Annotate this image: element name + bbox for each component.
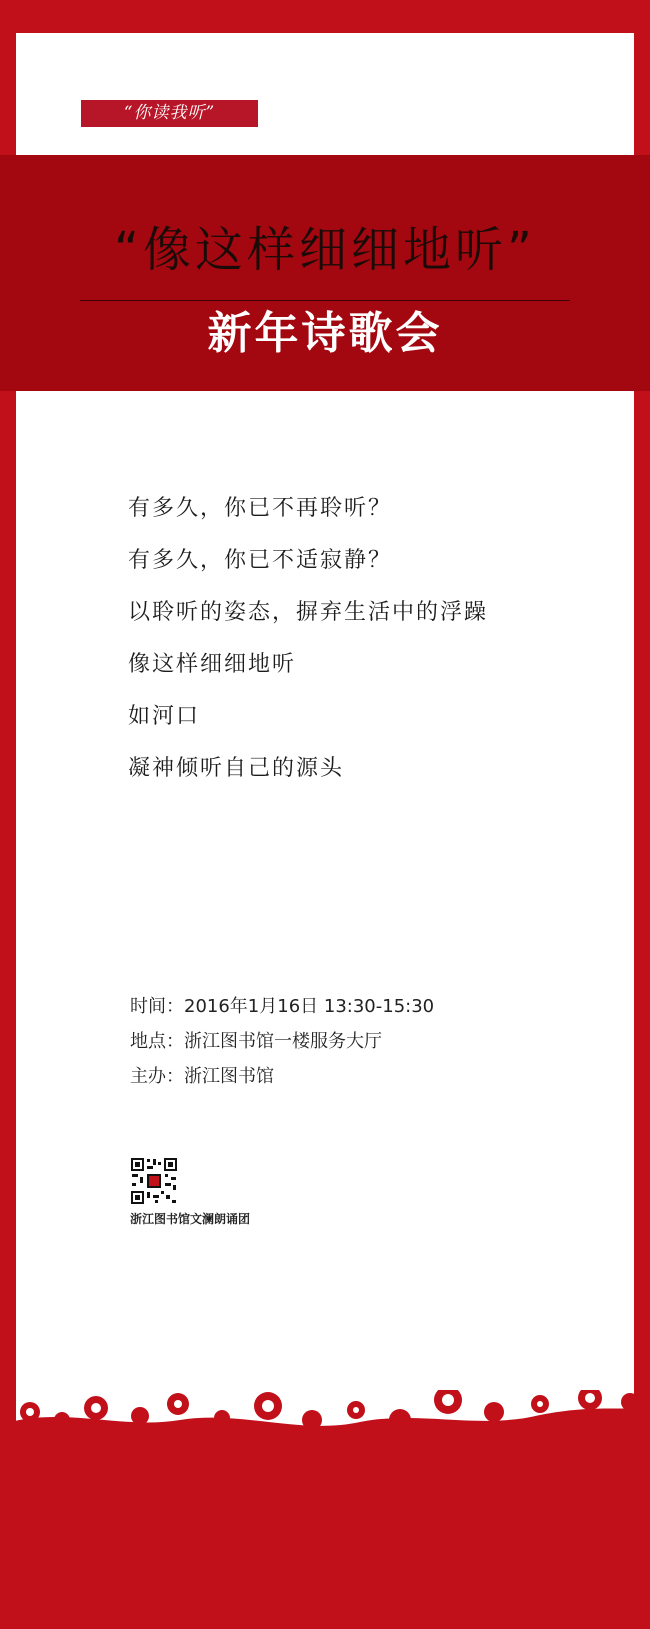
poem-line: 以聆听的姿态，摒弃生活中的浮躁 <box>128 600 489 625</box>
qr-code-icon <box>130 1157 178 1205</box>
poem-line: 如河口 <box>128 704 201 729</box>
organizer-name: 浙江图书馆文澜朗诵团 <box>130 1212 251 1226</box>
event-series-badge: “你读我听” <box>81 100 258 127</box>
event-info <box>130 995 434 1100</box>
paper-cut-decoration <box>0 1390 650 1625</box>
poem-line: 有多久，你已不适寂静？ <box>128 548 393 573</box>
poem-line: 有多久，你已不再聆听？ <box>128 496 393 521</box>
poem-text <box>128 494 488 806</box>
poem-line: 凝神倾听自己的源头 <box>128 756 345 781</box>
event-place: 地点：浙江图书馆一楼服务大厅 <box>130 1031 382 1052</box>
banner-divider <box>80 300 570 301</box>
event-subtitle: 新年诗歌会 <box>207 308 443 359</box>
event-host: 主办：浙江图书馆 <box>130 1066 274 1087</box>
poem-line: 像这样细细地听 <box>128 652 297 677</box>
event-title: “像这样细细地听” <box>114 222 536 278</box>
event-time: 时间：2016年1月16日 13:30-15:30 <box>130 996 435 1017</box>
